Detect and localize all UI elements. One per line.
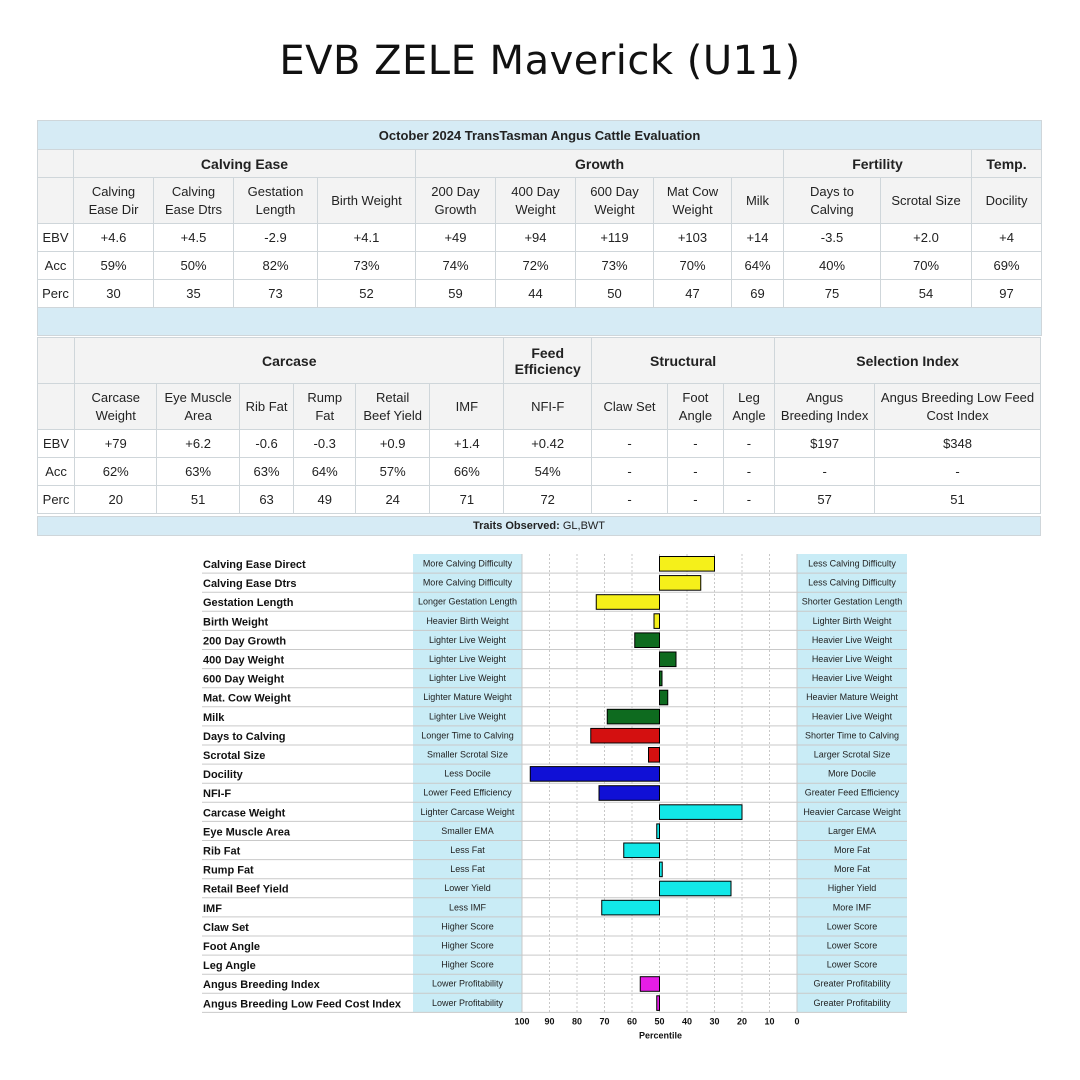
trait-label: Angus Breeding Index xyxy=(203,979,320,992)
left-descriptor: Lower Profitability xyxy=(431,978,504,989)
column-leg-angle: Leg Angle xyxy=(723,384,774,430)
right-descriptor: Greater Profitability xyxy=(813,978,891,989)
left-descriptor: Lighter Live Weight xyxy=(429,673,506,684)
bar-rib-fat xyxy=(624,843,660,858)
left-descriptor: Lower Yield xyxy=(444,883,491,894)
value-cell: 63% xyxy=(239,458,294,486)
row-ebv xyxy=(38,430,1041,458)
trait-label: Calving Ease Dtrs xyxy=(203,578,297,591)
value-cell: - xyxy=(723,458,774,486)
trait-label: Foot Angle xyxy=(203,941,261,953)
value-cell: - xyxy=(668,430,724,458)
value-cell: +4.5 xyxy=(154,224,234,252)
bar-imf xyxy=(602,900,660,915)
trait-label: Milk xyxy=(203,711,225,724)
value-cell: - xyxy=(668,458,724,486)
row-acc xyxy=(38,458,1041,486)
row-label: Acc xyxy=(38,458,75,486)
row-acc xyxy=(38,252,1042,280)
bar-600-day-weight xyxy=(660,671,663,686)
trait-label: Gestation Length xyxy=(203,597,294,610)
value-cell: 50 xyxy=(576,280,654,308)
value-cell: 49 xyxy=(294,486,356,514)
value-cell: 35 xyxy=(154,280,234,308)
bar-retail-beef-yield xyxy=(660,881,732,896)
left-descriptor: Longer Time to Calving xyxy=(421,730,514,741)
value-cell: +79 xyxy=(75,430,157,458)
value-cell: 97 xyxy=(972,280,1042,308)
trait-label: Leg Angle xyxy=(203,960,256,973)
value-cell: 24 xyxy=(356,486,430,514)
row-perc xyxy=(38,280,1042,308)
x-tick-label: 80 xyxy=(571,1016,583,1027)
left-descriptor: Higher Score xyxy=(441,940,494,951)
right-descriptor: Higher Yield xyxy=(827,883,877,894)
value-cell: 64% xyxy=(732,252,784,280)
group-structural: Structural xyxy=(591,338,774,384)
value-cell: 72 xyxy=(504,486,592,514)
column-birth-weight: Birth Weight xyxy=(318,178,416,224)
value-cell: - xyxy=(591,458,667,486)
value-cell: 59 xyxy=(416,280,496,308)
value-cell: 70% xyxy=(881,252,972,280)
value-cell: +119 xyxy=(576,224,654,252)
value-cell: 44 xyxy=(496,280,576,308)
bar-angus-breeding-index xyxy=(640,977,659,992)
trait-label: 200 Day Growth xyxy=(203,635,287,648)
value-cell: 66% xyxy=(430,458,504,486)
value-cell: 54% xyxy=(504,458,592,486)
value-cell: +2.0 xyxy=(881,224,972,252)
traits-observed-value: GL,BWT xyxy=(562,520,606,532)
left-descriptor: Lower Profitability xyxy=(431,997,504,1008)
column-scrotal-size: Scrotal Size xyxy=(881,178,972,224)
bar-carcase-weight xyxy=(660,805,743,820)
right-descriptor: More Fat xyxy=(833,864,871,875)
bar-angus-breeding-low-feed-cost-index xyxy=(657,996,660,1011)
right-descriptor: Heavier Live Weight xyxy=(811,654,893,664)
right-descriptor: Heavier Live Weight xyxy=(811,673,893,684)
bar-mat-cow-weight xyxy=(660,690,668,705)
row-label: EBV xyxy=(38,224,74,252)
page-title: EVB ZELE Maverick (U11) xyxy=(279,38,801,84)
value-cell: - xyxy=(668,486,724,514)
bar-200-day-growth xyxy=(635,633,660,648)
x-tick-label: 90 xyxy=(544,1016,555,1027)
bar-milk xyxy=(607,709,659,724)
value-cell: +94 xyxy=(496,224,576,252)
traits-observed xyxy=(37,516,1041,536)
value-cell: $197 xyxy=(775,430,875,458)
column-mat-cow-weight: Mat Cow Weight xyxy=(654,178,732,224)
trait-label: Calving Ease Direct xyxy=(203,559,306,571)
bar-calving-ease-direct xyxy=(660,557,715,572)
value-cell: -0.3 xyxy=(294,430,356,458)
x-tick-label: 10 xyxy=(764,1016,775,1027)
trait-label: 600 Day Weight xyxy=(203,673,285,686)
right-descriptor: Lower Score xyxy=(826,940,878,951)
group-selection-index: Selection Index xyxy=(775,338,1041,384)
right-descriptor: Less Calving Difficulty xyxy=(808,577,896,588)
column-claw-set: Claw Set xyxy=(591,384,667,430)
left-descriptor: Lighter Live Weight xyxy=(429,654,506,664)
value-cell: +4.6 xyxy=(74,224,154,252)
trait-label: NFI-F xyxy=(203,788,232,801)
bar-nfi-f xyxy=(599,786,660,801)
left-descriptor: More Calving Difficulty xyxy=(422,558,513,569)
bar-docility xyxy=(530,767,659,782)
trait-label: Rib Fat xyxy=(203,845,241,858)
x-tick-label: 70 xyxy=(599,1016,610,1027)
value-cell: 20 xyxy=(75,486,157,514)
column-rump-fat: Rump Fat xyxy=(294,384,356,430)
column-nfi-f: NFI-F xyxy=(504,384,592,430)
column-eye-muscle-area: Eye Muscle Area xyxy=(157,384,239,430)
bar-rump-fat xyxy=(660,862,663,877)
row-perc xyxy=(38,486,1041,514)
right-descriptor: More Fat xyxy=(833,845,871,855)
right-descriptor: Less Calving Difficulty xyxy=(808,558,896,569)
bar-days-to-calving xyxy=(591,728,660,743)
trait-label: Docility xyxy=(203,769,243,782)
value-cell: 73% xyxy=(318,252,416,280)
value-cell: $348 xyxy=(875,430,1041,458)
column-calving-ease-dtrs: Calving Ease Dtrs xyxy=(154,178,234,224)
value-cell: - xyxy=(723,430,774,458)
value-cell: 82% xyxy=(234,252,318,280)
value-cell: +1.4 xyxy=(430,430,504,458)
left-descriptor: Less IMF xyxy=(448,902,487,913)
x-tick-label: 50 xyxy=(654,1016,665,1027)
row-label: Perc xyxy=(38,486,75,514)
column-200-day-growth: 200 Day Growth xyxy=(416,178,496,224)
right-descriptor: Heavier Live Weight xyxy=(811,711,893,722)
x-tick-label: 100 xyxy=(514,1016,530,1027)
column-docility: Docility xyxy=(972,178,1042,224)
value-cell: - xyxy=(775,458,875,486)
column-calving-ease-dir: Calving Ease Dir xyxy=(74,178,154,224)
value-cell: +49 xyxy=(416,224,496,252)
value-cell: +4 xyxy=(972,224,1042,252)
right-descriptor: Heavier Carcase Weight xyxy=(803,806,901,817)
right-descriptor: More IMF xyxy=(832,902,872,913)
left-descriptor: Lighter Live Weight xyxy=(429,711,506,722)
row-label: Perc xyxy=(38,280,74,308)
trait-label: Retail Beef Yield xyxy=(203,883,289,896)
value-cell: 63% xyxy=(157,458,239,486)
column-angus-breeding-low-feed-cost-index: Angus Breeding Low Feed Cost Index xyxy=(875,384,1041,430)
left-descriptor: More Calving Difficulty xyxy=(422,577,513,588)
x-tick-label: 60 xyxy=(626,1016,638,1027)
value-cell: +103 xyxy=(654,224,732,252)
value-cell: 30 xyxy=(74,280,154,308)
right-descriptor: Larger Scrotal Size xyxy=(813,749,891,760)
value-cell: - xyxy=(723,486,774,514)
value-cell: 59% xyxy=(74,252,154,280)
value-cell: 71 xyxy=(430,486,504,514)
left-descriptor: Heavier Birth Weight xyxy=(426,615,509,626)
row-label: EBV xyxy=(38,430,75,458)
column-600-day-weight: 600 Day Weight xyxy=(576,178,654,224)
bar-calving-ease-dtrs xyxy=(660,576,701,591)
value-cell: 73 xyxy=(234,280,318,308)
value-cell: 75 xyxy=(784,280,881,308)
column-400-day-weight: 400 Day Weight xyxy=(496,178,576,224)
value-cell: 62% xyxy=(75,458,157,486)
left-descriptor: Less Fat xyxy=(450,845,485,855)
group-carcase: Carcase xyxy=(75,338,504,384)
column-rib-fat: Rib Fat xyxy=(239,384,294,430)
trait-label: Scrotal Size xyxy=(203,750,266,762)
bar-400-day-weight xyxy=(660,652,677,667)
column-imf: IMF xyxy=(430,384,504,430)
trait-label: Claw Set xyxy=(203,921,249,934)
value-cell: +0.42 xyxy=(504,430,592,458)
left-descriptor: Smaller Scrotal Size xyxy=(426,749,509,760)
value-cell: 74% xyxy=(416,252,496,280)
x-tick-label: 40 xyxy=(681,1016,693,1027)
value-cell: 54 xyxy=(881,280,972,308)
ebv-table-top xyxy=(37,120,1042,336)
left-descriptor: Lower Feed Efficiency xyxy=(423,787,512,798)
column-gestation-length: Gestation Length xyxy=(234,178,318,224)
group-temp: Temp. xyxy=(972,150,1042,178)
right-descriptor: Shorter Time to Calving xyxy=(804,730,900,741)
bar-eye-muscle-area xyxy=(657,824,660,839)
bar-birth-weight xyxy=(654,614,660,629)
x-tick-label: 0 xyxy=(794,1016,800,1027)
column-milk: Milk xyxy=(732,178,784,224)
value-cell: -0.6 xyxy=(239,430,294,458)
left-descriptor: Less Fat xyxy=(450,864,485,875)
trait-label: Birth Weight xyxy=(203,616,269,629)
right-descriptor: Shorter Gestation Length xyxy=(801,596,903,607)
value-cell: +6.2 xyxy=(157,430,239,458)
left-descriptor: Smaller EMA xyxy=(441,825,494,836)
left-descriptor: Less Docile xyxy=(444,768,491,779)
value-cell: 51 xyxy=(157,486,239,514)
value-cell: - xyxy=(875,458,1041,486)
left-descriptor: Lighter Live Weight xyxy=(429,634,506,645)
value-cell: +4.1 xyxy=(318,224,416,252)
value-cell: 69% xyxy=(972,252,1042,280)
value-cell: - xyxy=(591,430,667,458)
value-cell: 50% xyxy=(154,252,234,280)
right-descriptor: Greater Feed Efficiency xyxy=(804,787,900,798)
value-cell: 64% xyxy=(294,458,356,486)
column-foot-angle: Foot Angle xyxy=(668,384,724,430)
value-cell: 40% xyxy=(784,252,881,280)
column-angus-breeding-index: Angus Breeding Index xyxy=(775,384,875,430)
table-spacer xyxy=(38,308,1042,336)
trait-label: 400 Day Weight xyxy=(203,654,285,667)
value-cell: +14 xyxy=(732,224,784,252)
value-cell: 73% xyxy=(576,252,654,280)
bar-gestation-length xyxy=(596,595,659,610)
x-axis-label: Percentile xyxy=(638,1030,683,1041)
value-cell: 57 xyxy=(775,486,875,514)
trait-label: Days to Calving xyxy=(203,730,286,743)
left-descriptor: Longer Gestation Length xyxy=(417,596,518,607)
value-cell: 51 xyxy=(875,486,1041,514)
value-cell: 72% xyxy=(496,252,576,280)
evaluation-caption: October 2024 TransTasman Angus Cattle Evaluation xyxy=(38,121,1042,150)
row-ebv xyxy=(38,224,1042,252)
value-cell: 57% xyxy=(356,458,430,486)
group-feed-efficiency: Feed Efficiency xyxy=(504,338,592,384)
column-days-to-calving: Days to Calving xyxy=(784,178,881,224)
right-descriptor: Lower Score xyxy=(826,921,878,932)
group-growth: Growth xyxy=(416,150,784,178)
trait-label: Angus Breeding Low Feed Cost Index xyxy=(203,998,402,1011)
right-descriptor: Heavier Live Weight xyxy=(811,634,893,645)
column-retail-beef-yield: Retail Beef Yield xyxy=(356,384,430,430)
right-descriptor: Heavier Mature Weight xyxy=(806,692,898,703)
trait-label: IMF xyxy=(203,902,222,915)
left-descriptor: Higher Score xyxy=(441,959,494,970)
ebv-table-bottom xyxy=(37,337,1041,514)
value-cell: 63 xyxy=(239,486,294,514)
value-cell: 52 xyxy=(318,280,416,308)
trait-label: Eye Muscle Area xyxy=(203,826,291,839)
trait-label: Rump Fat xyxy=(203,864,254,877)
column-carcase-weight: Carcase Weight xyxy=(75,384,157,430)
trait-label: Carcase Weight xyxy=(203,807,286,820)
value-cell: 47 xyxy=(654,280,732,308)
right-descriptor: More Docile xyxy=(827,768,877,779)
value-cell: -3.5 xyxy=(784,224,881,252)
right-descriptor: Lower Score xyxy=(826,959,878,970)
x-tick-label: 30 xyxy=(709,1016,720,1027)
left-descriptor: Higher Score xyxy=(441,921,494,932)
right-descriptor: Lighter Birth Weight xyxy=(812,615,892,626)
value-cell: 70% xyxy=(654,252,732,280)
value-cell: -2.9 xyxy=(234,224,318,252)
percentile-chart xyxy=(0,548,1080,1053)
left-descriptor: Lighter Carcase Weight xyxy=(420,806,515,817)
left-descriptor: Lighter Mature Weight xyxy=(423,692,512,703)
traits-observed-label: Traits Observed: xyxy=(472,520,560,532)
value-cell: 69 xyxy=(732,280,784,308)
right-descriptor: Larger EMA xyxy=(827,825,877,836)
trait-label: Mat. Cow Weight xyxy=(203,692,291,705)
group-fertility: Fertility xyxy=(784,150,972,178)
value-cell: +0.9 xyxy=(356,430,430,458)
value-cell: - xyxy=(591,486,667,514)
bar-scrotal-size xyxy=(649,748,660,763)
x-tick-label: 20 xyxy=(736,1016,748,1027)
right-descriptor: Greater Profitability xyxy=(813,997,891,1008)
group-calving-ease: Calving Ease xyxy=(74,150,416,178)
row-label: Acc xyxy=(38,252,74,280)
